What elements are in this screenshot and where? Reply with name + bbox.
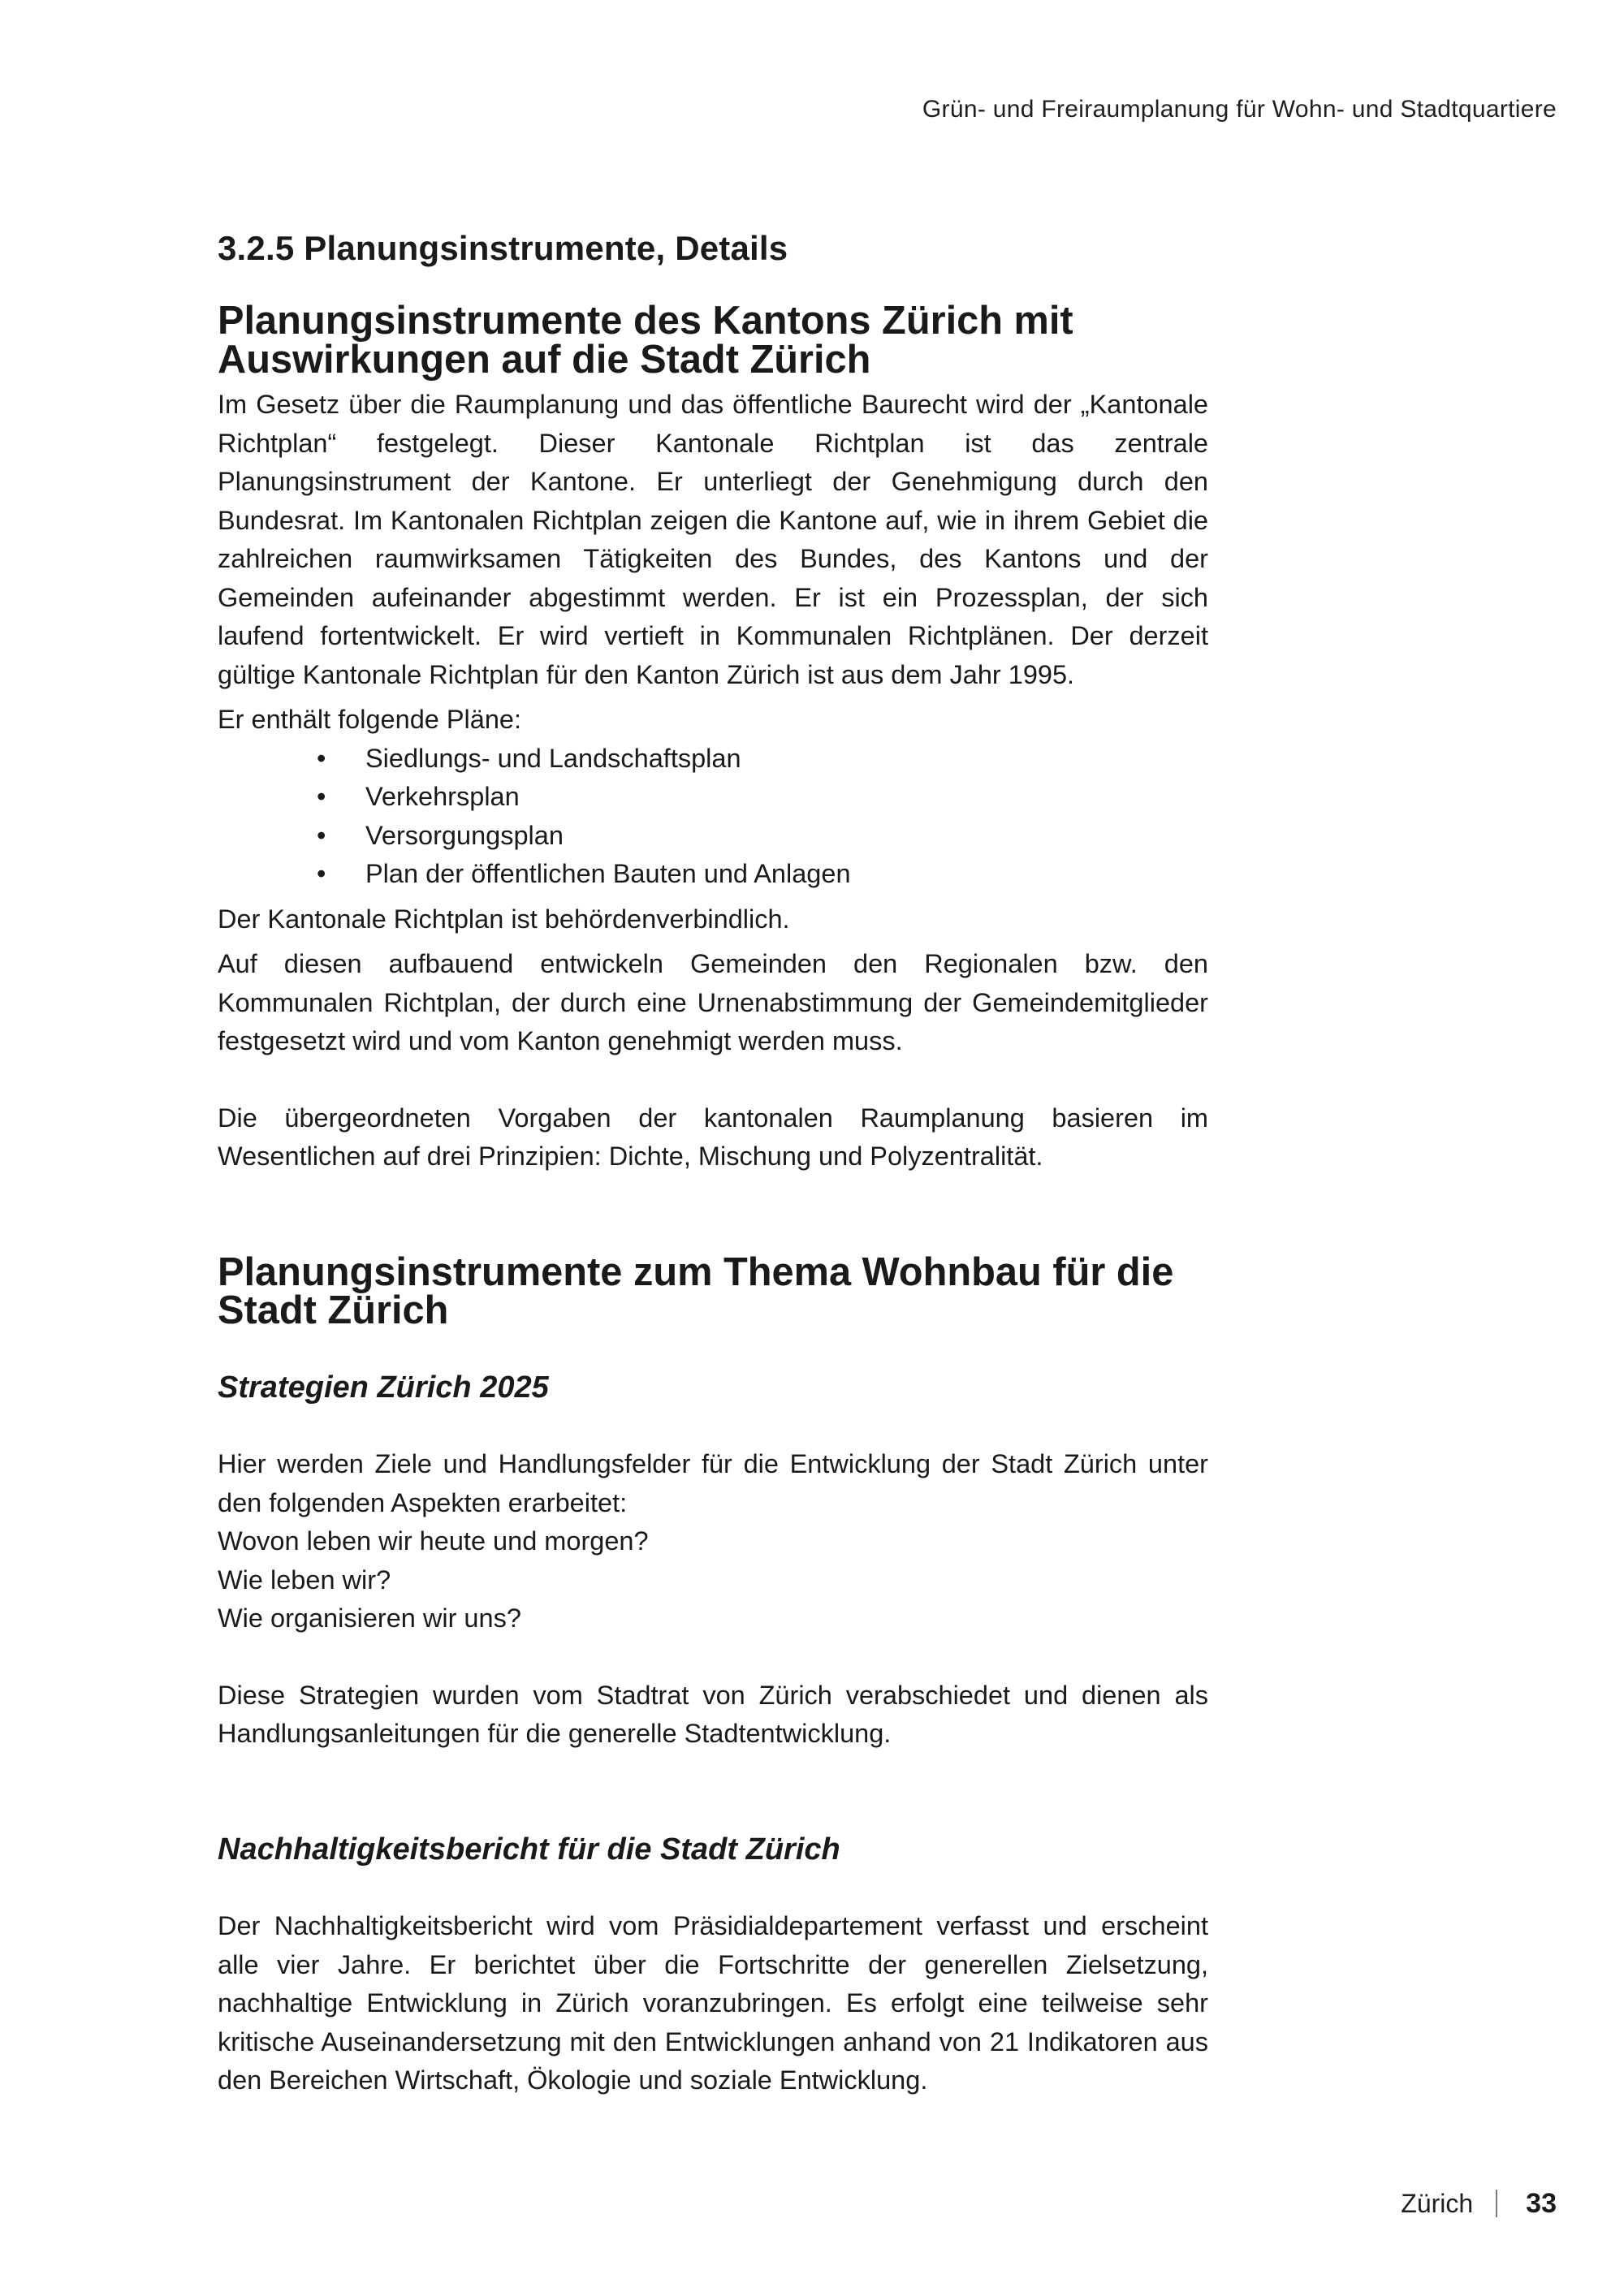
footer-place: Zürich	[1401, 2188, 1474, 2218]
running-header: Grün- und Freiraumplanung für Wohn- und Stadtquartiere	[922, 96, 1557, 123]
paragraph-questions: Wovon leben wir heute und morgen? Wie leben wir? Wie organisieren wir uns?	[218, 1526, 649, 1633]
plans-list	[218, 740, 1208, 894]
list-item: • Versorgungsplan	[317, 817, 1208, 856]
section-title: 3.2.5 Planungsinstrumente, Details	[218, 229, 788, 267]
list-item: • Siedlungs- und Landschaftsplan	[317, 740, 1208, 779]
page-number: 33	[1526, 2187, 1557, 2219]
heading-strategien: Strategien Zürich 2025	[218, 1370, 549, 1405]
paragraph-strategien-intro: Hier werden Ziele und Handlungsfelder für die Entwicklung der Stadt Zürich unter den folgenden Aspekten erarbeitet:	[218, 1449, 1208, 1517]
page-content	[218, 227, 1208, 2100]
page-footer	[1401, 2184, 1557, 2223]
list-item: • Plan der öffentlichen Bauten und Anlagen	[317, 855, 1208, 894]
heading-kanton: Planungsinstrumente des Kantons Zürich mit Auswirkungen auf die Stadt Zürich	[218, 299, 1073, 382]
paragraph-binding: Der Kantonale Richtplan ist behördenverbindlich.	[218, 904, 790, 934]
paragraph-nachhaltigkeit: Der Nachhaltigkeitsbericht wird vom Präsidialdepartement verfasst und erscheint alle vier Jahre. Er berichtet über die Fortschritte der generellen Zielsetzung, nachhaltige Entwicklung in Zürich voranzubringen. Es erfolgt eine teilweise sehr kritische Auseinandersetzung mit den Entwicklungen anhand von 21 Indikatoren aus den Bereichen Wirtschaft, Ökologie und soziale Entwicklung.	[218, 1911, 1208, 2095]
paragraph-communal: Auf diesen aufbauend entwickeln Gemeinden den Regionalen bzw. den Kommunalen Richtplan, der durch eine Urnenabstimmung der Gemeindemitglieder festgesetzt wird und vom Kanton genehmigt werden muss.	[218, 949, 1208, 1055]
paragraph-principles: Die übergeordneten Vorgaben der kantonalen Raumplanung basieren im Wesentlichen auf drei Prinzipien: Dichte, Mischung und Polyzentralität.	[218, 1103, 1208, 1171]
heading-wohnbau: Planungsinstrumente zum Thema Wohnbau für die Stadt Zürich	[218, 1249, 1174, 1332]
paragraph-adoption: Diese Strategien wurden vom Stadtrat von Zürich verabschiedet und dienen als Handlungsanleitungen für die generelle Stadtentwicklung.	[218, 1680, 1208, 1748]
footer-divider	[1496, 2190, 1497, 2217]
heading-nachhaltigkeit: Nachhaltigkeitsbericht für die Stadt Zürich	[218, 1832, 840, 1867]
paragraph-list-intro: Er enthält folgende Pläne:	[218, 705, 522, 734]
paragraph-richtplan: Im Gesetz über die Raumplanung und das öffentliche Baurecht wird der „Kantonale Richtplan“ festgelegt. Dieser Kantonale Richtplan ist das zentrale Planungsinstrument der Kantone. Er unterliegt der Genehmigung durch den Bundesrat. Im Kantonalen Richtplan zeigen die Kantone auf, wie in ihrem Gebiet die zahlreichen raumwirksamen Tätigkeiten des Bundes, des Kantons und der Gemeinden aufeinander abgestimmt werden. Er ist ein Prozessplan, der sich laufend fortentwickelt. Er wird vertieft in Kommunalen Richtplänen. Der derzeit gültige Kantonale Richtplan für den Kanton Zürich ist aus dem Jahr 1995.	[218, 390, 1208, 689]
list-item: • Verkehrsplan	[317, 778, 1208, 817]
